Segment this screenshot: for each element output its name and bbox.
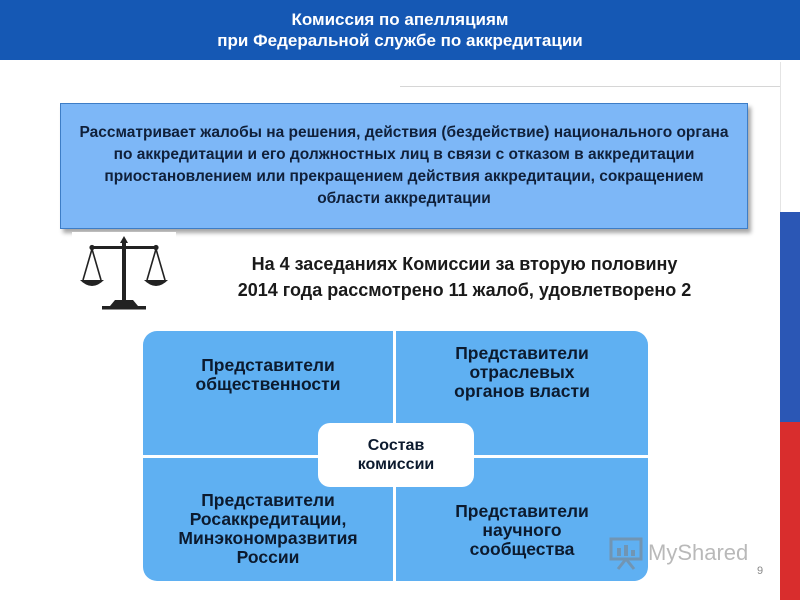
commission-description-text: Рассматривает жалобы на решения, действия (бездействие) национального органа по аккредитации и его должностных лиц в связи с отказом в аккредитации приостановлением или прекращением действия аккредитации, сокращением области аккредитации bbox=[79, 124, 729, 207]
divider-line bbox=[400, 86, 780, 87]
flag-red-band bbox=[780, 422, 800, 600]
quadrant-label: Представители общественности bbox=[195, 355, 341, 394]
header-title-line-1: Комиссия по апелляциям bbox=[291, 10, 509, 29]
flag-blue-band bbox=[780, 212, 800, 422]
flag-stripe-decoration bbox=[780, 62, 800, 600]
header-title-line-2: при Федеральной службе по аккредитации bbox=[217, 31, 583, 50]
presentation-board-icon bbox=[608, 536, 644, 570]
commission-composition-center bbox=[318, 423, 474, 487]
commission-description-box bbox=[60, 103, 748, 229]
quadrant-label: Представители научного сообщества bbox=[455, 501, 589, 559]
watermark-logo bbox=[608, 536, 748, 570]
center-label: Состав комиссии bbox=[357, 437, 435, 473]
watermark-text: MyShared bbox=[648, 540, 749, 565]
sessions-summary-line-1: На 4 заседаниях Комиссии за вторую половину bbox=[251, 254, 678, 274]
sessions-summary bbox=[172, 251, 757, 303]
quadrant-label: Представители Росаккредитации, Минэкономразвития России bbox=[178, 490, 358, 567]
slide-header bbox=[0, 0, 800, 60]
flag-white-band bbox=[780, 62, 800, 212]
quadrant-label: Представители отраслевых органов власти bbox=[454, 343, 590, 401]
page-number: 9 bbox=[757, 565, 764, 577]
scales-of-justice-icon bbox=[78, 234, 170, 310]
sessions-summary-line-2: 2014 года рассмотрено 11 жалоб, удовлетворено 2 bbox=[237, 280, 692, 300]
